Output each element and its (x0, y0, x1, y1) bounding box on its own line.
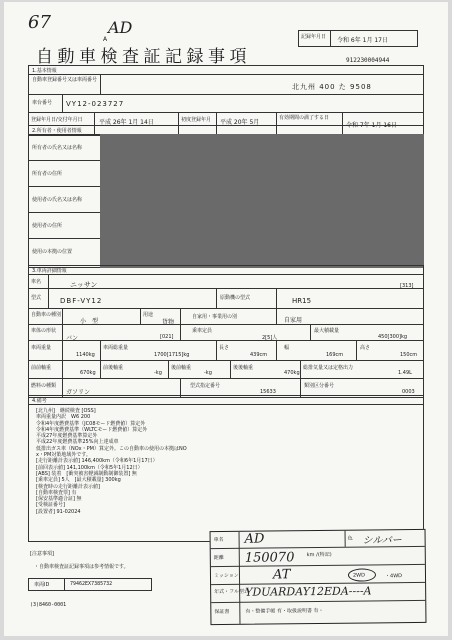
notes-title: [注意事項] (30, 551, 54, 557)
first-registration-label: 登録年月日/交付年月日 (31, 117, 83, 123)
document-title: 自動車検査証記録事項 (36, 47, 251, 67)
category-label: 類別区分番号 (304, 383, 335, 389)
front-axle-label: 前前軸重 (31, 365, 52, 371)
width-value: 169cm (326, 352, 344, 358)
purpose-value: 自家用 (284, 317, 303, 324)
displacement-value: 1.49L (398, 370, 412, 376)
form-number: (3)8460-0001 (30, 602, 67, 608)
owner-address-label: 所有者の住所 (32, 171, 63, 177)
purpose-options: 自家用・事業用の別 (192, 314, 238, 320)
manufacture-date-label: 初度登録年月 (181, 117, 212, 123)
handwritten-grade: AD (108, 18, 133, 37)
section4-title: 4.備考 (32, 398, 47, 404)
capacity-value: 2[5]人 (262, 335, 278, 341)
slip-drive-2wd: 2WD (352, 572, 366, 579)
remarks-text: [北九州] 継続検査 [OSS] 車両重量内訳 W6 200 令和4年度燃費基準（JC08モード燃費値）算定外 令和4年度燃費基準（WLTCモード燃費値）算定外 平成27年度燃費基準算定外 平成22年度燃費基準25%向上達成車 低排出ガス車（NOx・PM）算定外。この自動車の使用の本拠はNO x・PM対策地域外です。 [走行距離計表示値] 146,400km（令和6年1月17日） [前回表示値] 141,100km（令和5年1月12日） [ABS] 装着 [衝突被害軽減制動制御装置] 無 [乗車定員] 5人 [最大積載量] 300kg [検査時の走行距離計表示値] [自動車検査票] 有 [保安基準適合証] 無 [受検証番号] [設置者] 91-02024 (36, 408, 187, 515)
max-load-value: 450[300]kg (378, 334, 408, 340)
rear-axle-label: 後後軸重 (233, 365, 254, 371)
handwritten-sheet-number: 67 (28, 12, 51, 33)
body-code: [021] (160, 334, 174, 340)
owner-name-label: 所有者の氏名又は名称 (32, 145, 83, 151)
max-load-label: 最大積載量 (314, 328, 340, 334)
record-date-label: 記録年月日 (301, 34, 327, 40)
mid-axle-weight: -kg (154, 370, 162, 376)
rear-front-axle-weight: -kg (204, 370, 212, 376)
fuel-type: ガソリン (66, 389, 91, 396)
slip-drive-circle (348, 568, 376, 581)
vehicle-type-label: 自動車の種別 (31, 312, 62, 318)
slip-transmission: AT (272, 567, 291, 583)
slip-mileage-label: 距離 (213, 554, 224, 562)
height-label: 高さ (360, 345, 371, 351)
base-location-label: 使用の本拠の位置 (32, 249, 73, 255)
maker-code: [313] (400, 283, 414, 289)
redacted-owner-block (100, 134, 424, 268)
slip-car-name: AD (244, 531, 265, 547)
vehicle-id-value: 79462EX7385732 (70, 581, 113, 587)
rear-front-axle-label: 後前軸重 (171, 365, 192, 371)
first-registration-date: 平成 26年 1月 14日 (99, 119, 154, 126)
displacement-label: 総排気量又は定格出力 (303, 365, 354, 371)
maker-label: 車名 (31, 279, 42, 285)
chassis-number: VY12-023727 (66, 100, 125, 108)
mid-axle-label: 前後軸重 (103, 365, 124, 371)
document-serial: 912230004944 (346, 57, 390, 64)
maker-value: ニッサン (70, 281, 98, 289)
designation-number: 15633 (260, 389, 276, 395)
vehicle-weight: 1140kg (76, 352, 95, 358)
small-grade-mark: A (103, 36, 108, 43)
notes-text: ・自動車検査証記録事項は参考情報です。 (34, 564, 129, 570)
front-axle-weight: 670kg (80, 370, 96, 376)
slip-color: シルバー (362, 535, 402, 547)
length-value: 439cm (250, 352, 268, 358)
engine-model-label: 原動機の型式 (220, 295, 251, 301)
designation-label: 型式指定番号 (190, 383, 221, 389)
slip-mileage: 150070 (244, 550, 295, 566)
body-shape: バン (66, 335, 79, 342)
slip-car-name-label: 車名 (213, 536, 224, 544)
slip-warranty-label: 保証書 (214, 608, 230, 616)
width-label: 幅 (284, 345, 290, 351)
vehicle-id-label: 車両ID (34, 582, 50, 588)
expiry-date: 令和 7年 1月 16日 (346, 122, 397, 129)
fuel-type-label: 燃料の種類 (31, 383, 57, 389)
section2-title: 2.所有者・使用者情報 (32, 128, 82, 134)
section3-title: 3.車両詳細情報 (32, 268, 67, 274)
chassis-number-label: 車台番号 (32, 100, 53, 106)
length-label: 長さ (219, 345, 230, 351)
expiry-label-1: 有効期間の満了する日 (279, 115, 330, 121)
use-label: 用途 (143, 312, 154, 318)
section1-title: 1.基本情報 (32, 68, 57, 74)
slip-mileage-unit: km /(特記) (306, 551, 332, 559)
slip-model-label: 年式・フル型式 (214, 588, 249, 596)
use-value: 貨物 (162, 319, 175, 326)
slip-model-full: YDUARDAY12EDA----A (245, 584, 372, 599)
rear-axle-weight: 470kg (284, 370, 300, 376)
model-label: 型式 (31, 295, 42, 301)
user-address-label: 使用者の住所 (32, 223, 63, 229)
vehicle-type: 小 型 (80, 318, 99, 325)
auction-slip (210, 529, 427, 625)
slip-color-label: 色 (347, 535, 353, 542)
vehicle-weight-label: 車両重量 (31, 345, 52, 351)
height-value: 150cm (400, 352, 418, 358)
record-date-value: 令和 6年 1月 17日 (337, 37, 388, 44)
category-number: 0003 (402, 389, 415, 395)
body-shape-label: 車体の形状 (31, 328, 57, 334)
slip-transmission-label: ミッション (213, 572, 239, 580)
engine-model: HR15 (292, 297, 312, 305)
registration-number: 北九州 400 た 9508 (292, 83, 372, 91)
gross-weight-label: 車両総重量 (103, 345, 129, 351)
user-name-label: 使用者の氏名又は名称 (32, 197, 83, 203)
reg-number-label-1: 自動車登録番号又は車両番号 (32, 77, 98, 83)
model-value: DBF-VY12 (60, 297, 103, 305)
gross-weight: 1700[1715]kg (154, 352, 190, 358)
slip-checklist: 有・整備手帳 有・取扱説明書 有・ (245, 607, 324, 615)
inspection-record-sheet (4, 2, 448, 636)
capacity-label: 乗車定員 (192, 328, 213, 334)
slip-drive-4wd: ・4WD (384, 573, 403, 580)
manufacture-date: 平成 20年 5月 (220, 119, 260, 126)
